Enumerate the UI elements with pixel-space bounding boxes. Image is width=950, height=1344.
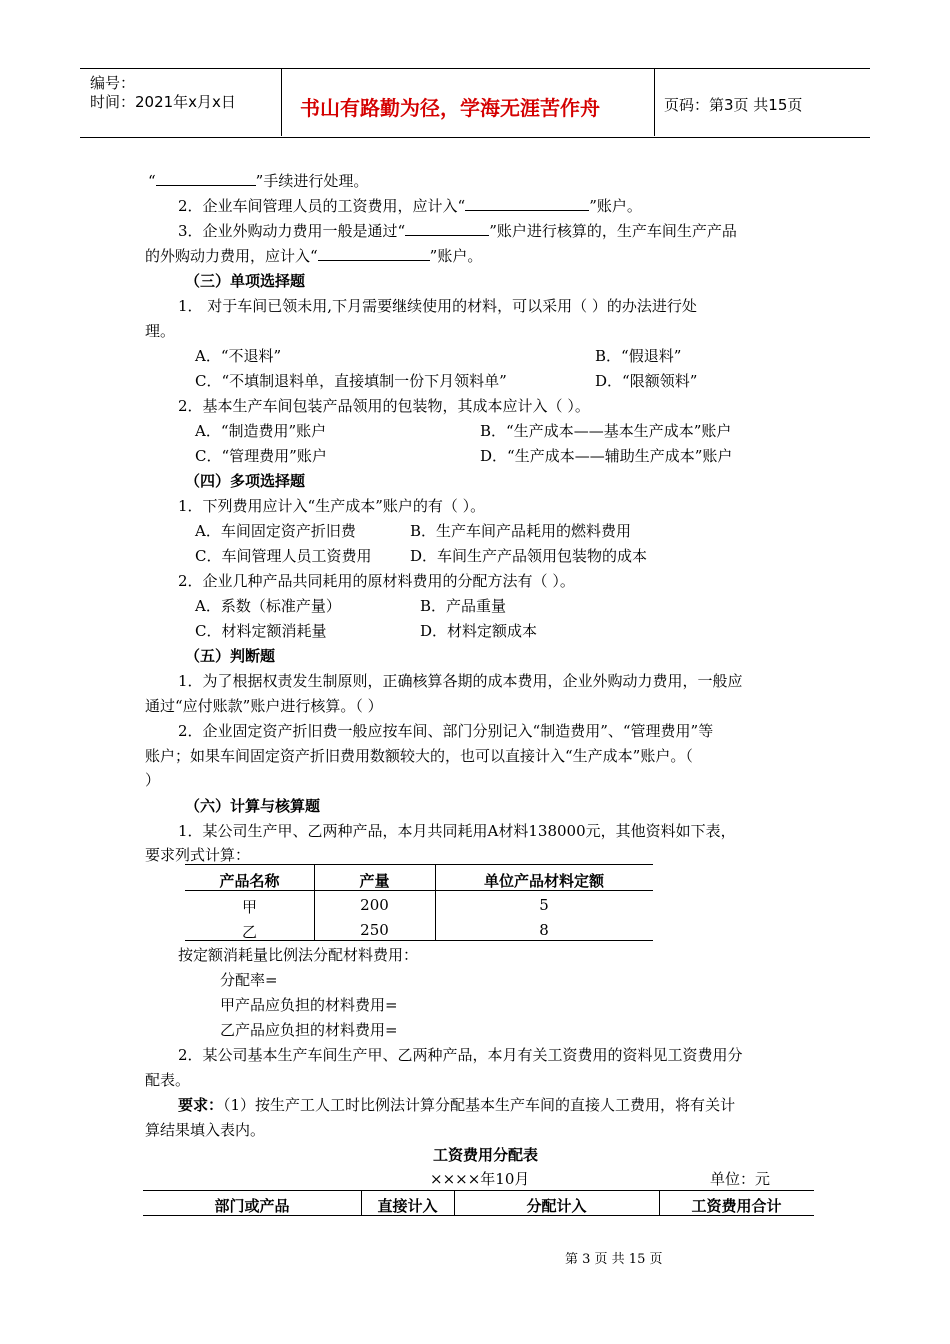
header-number: 编号： [90, 74, 136, 92]
option-b: B．“生产成本——基本生产成本”账户 [480, 422, 732, 440]
text-line: 甲产品应负担的材料费用= [220, 996, 398, 1014]
text-fragment: ”账户进行核算的，生产车间生产产品 [489, 222, 737, 240]
table-cell: 250 [360, 921, 389, 939]
option-c: C．“不填制退料单，直接填制一份下月领料单” [195, 372, 507, 390]
text-line: 按定额消耗量比例法分配材料费用： [178, 946, 419, 964]
text-line: 分配率= [220, 971, 278, 989]
table-header: 单位产品材料定额 [483, 872, 604, 890]
text-line [148, 172, 368, 190]
question-text: 1．为了根据权责发生制原则，正确核算各期的成本费用，企业外购动力费用，一般应 [178, 672, 743, 690]
question-text: 1． 对于车间已领未用,下月需要继续使用的材料，可以采用（ ）的办法进行处 [178, 297, 697, 315]
question-text: 1．下列费用应计入“生产成本”账户的有（ ）。 [178, 497, 486, 515]
question-text: 要求列式计算： [145, 846, 251, 864]
text-fragment: 2．企业车间管理人员的工资费用，应计入“ [178, 197, 466, 215]
option-d: D．“限额领料” [595, 372, 698, 390]
table-cell: 5 [539, 896, 549, 914]
option-b: B．“假退料” [595, 347, 682, 365]
option-a: A．系数（标准产量） [195, 597, 341, 615]
section-title: （三）单项选择题 [185, 272, 306, 290]
page-footer: 第 3 页 共 15 页 [565, 1252, 663, 1267]
header-divider [281, 68, 282, 136]
option-c: C．车间管理人员工资费用 [195, 547, 372, 565]
text-fragment: “ [148, 172, 156, 190]
question-text: 理。 [145, 322, 176, 340]
table-header: 工资费用合计 [691, 1197, 782, 1215]
section-title: （五）判断题 [185, 647, 276, 665]
table-header: 产量 [359, 872, 390, 890]
table-cell: 200 [360, 896, 389, 914]
fill-blank[interactable] [405, 222, 489, 236]
header-divider [654, 68, 655, 136]
header-page: 页码：第3页 共15页 [664, 96, 803, 114]
table-date: ××××年10月 [430, 1170, 530, 1188]
header-motto: 书山有路勤为径，学海无涯苦作舟 [300, 96, 600, 120]
question-text: ） [145, 771, 161, 789]
table-header: 分配计入 [526, 1197, 587, 1215]
text-line [145, 247, 482, 265]
table-header: 直接计入 [377, 1197, 438, 1215]
text-fragment: ”账户。 [429, 247, 483, 265]
table-rule [143, 1190, 814, 1191]
text-fragment: 的外购动力费用，应计入“ [145, 247, 318, 265]
question-text: 1．某公司生产甲、乙两种产品，本月共同耗用A材料138000元，其他资料如下表， [178, 822, 736, 840]
table-unit: 单位：元 [710, 1170, 771, 1188]
requirement-line [178, 1096, 735, 1114]
option-a: A．车间固定资产折旧费 [195, 522, 356, 540]
question-text: 算结果填入表内。 [145, 1121, 266, 1139]
option-a: A．“制造费用”账户 [195, 422, 327, 440]
option-c: C．材料定额消耗量 [195, 622, 327, 640]
section-title: （四）多项选择题 [185, 472, 306, 490]
text-line: 乙产品应负担的材料费用= [220, 1021, 398, 1039]
question-text: 账户；如果车间固定资产折旧费用数额较大的，也可以直接计入“生产成本”账户。（ [145, 747, 693, 765]
requirement-label: 要求： [178, 1096, 224, 1114]
question-text: 2．某公司基本生产车间生产甲、乙两种产品，本月有关工资费用的资料见工资费用分 [178, 1046, 743, 1064]
text-line [178, 222, 737, 240]
question-text: 通过“应付账款”账户进行核算。（ ） [145, 697, 383, 715]
requirement-text: （1）按生产工人工时比例法计算分配基本生产车间的直接人工费用，将有关计 [223, 1096, 736, 1114]
question-text: 2．企业几种产品共同耗用的原材料费用的分配方法有（ ）。 [178, 572, 575, 590]
header-time: 时间：2021年x月x日 [90, 93, 236, 111]
table-title: 工资费用分配表 [433, 1146, 539, 1164]
table-cell: 乙 [241, 923, 257, 941]
option-c: C．“管理费用”账户 [195, 447, 327, 465]
section-title: （六）计算与核算题 [185, 797, 321, 815]
text-line [178, 197, 642, 215]
table-cell: 8 [539, 921, 549, 939]
question-text: 2．基本生产车间包装产品领用的包装物，其成本应计入（ ）。 [178, 397, 590, 415]
text-fragment: ”账户。 [589, 197, 642, 215]
fill-blank[interactable] [318, 247, 430, 261]
option-b: B．产品重量 [420, 597, 507, 615]
fill-blank[interactable] [156, 172, 256, 186]
table-cell: 甲 [241, 898, 257, 916]
text-fragment: 3．企业外购动力费用一般是通过“ [178, 222, 406, 240]
text-fragment: ”手续进行处理。 [255, 172, 369, 190]
table-rule [185, 864, 653, 865]
option-d: D．车间生产产品领用包装物的成本 [410, 547, 648, 565]
option-b: B．生产车间产品耗用的燃料费用 [410, 522, 632, 540]
question-text: 2．企业固定资产折旧费一般应按车间、部门分别记入“制造费用”、“管理费用”等 [178, 722, 714, 740]
table-header: 部门或产品 [214, 1197, 290, 1215]
fill-blank[interactable] [465, 197, 589, 211]
option-d: D．“生产成本——辅助生产成本”账户 [480, 447, 733, 465]
option-d: D．材料定额成本 [420, 622, 538, 640]
option-a: A．“不退料” [195, 347, 282, 365]
table-header: 产品名称 [219, 872, 280, 890]
question-text: 配表。 [145, 1071, 191, 1089]
